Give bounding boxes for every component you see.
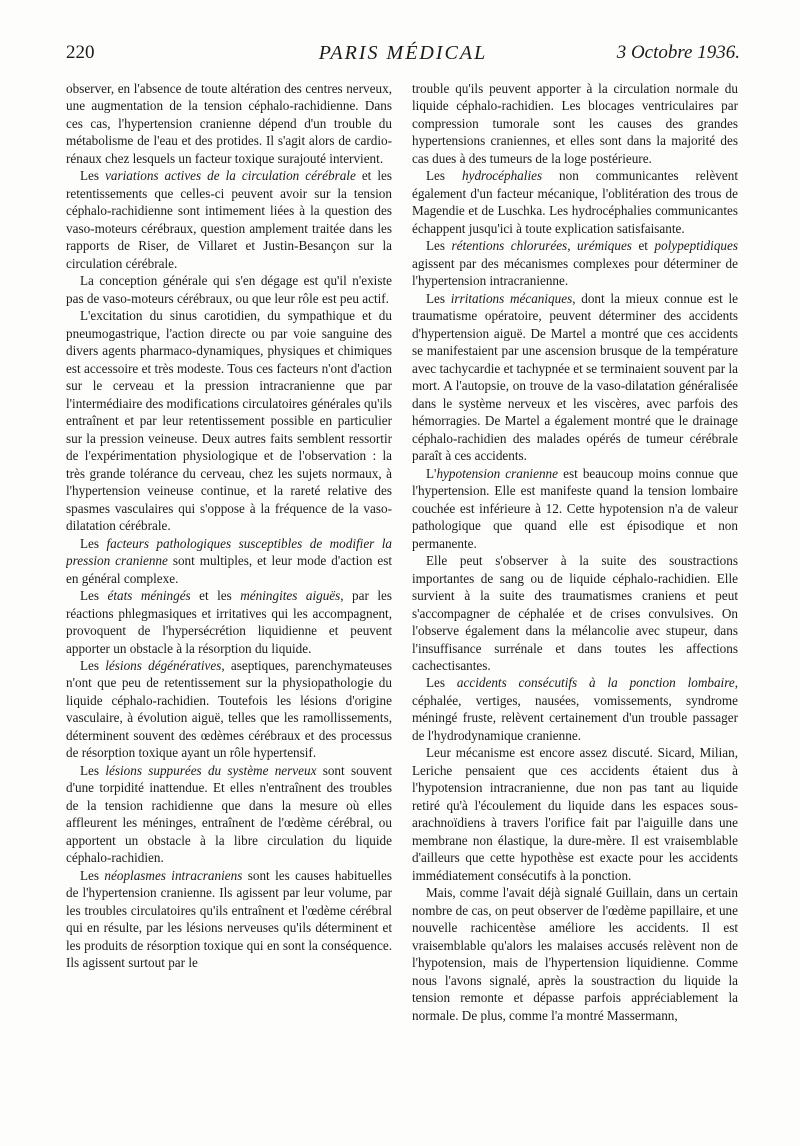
paragraph: L'hypotension cranienne est beaucoup moins connue que l'hypertension. Elle est manifeste quand la tension lombaire couchée est inférieure à 12. Cette hypotension n'a de valeur pathologique que quand elle est épisodique et non permanente. <box>412 465 738 551</box>
issue-date: 3 Octobre 1936. <box>616 42 740 63</box>
paragraph: Les hydrocéphalies non communicantes relèvent également d'un facteur mécanique, l'oblitération des trous de Magendie et de Luschka. Les hydrocéphalies communicantes échappent jusqu'ici à toute explication satisfaisante. <box>412 168 738 236</box>
paragraph: Les rétentions chlorurées, urémiques et polypeptidiques agissent par des mécanismes complexes pour déterminer de l'hypertension intracranienne. <box>412 238 738 289</box>
paragraph: Les variations actives de la circulation cérébrale et les retentissements que celles-ci peuvent avoir sur la tension céphalo-rachidienne sont intimement liées à la question des vaso-moteurs cérébraux, question amplement traitée dans les rapports de Riser, de Villaret et Justin-Besançon sur la circulation cérébrale. <box>66 168 392 271</box>
paragraph: Les irritations mécaniques, dont la mieux connue est le traumatisme opératoire, peuvent déterminer des accidents d'hypertension aiguë. De Martel a montré que ces accidents se manifestaient par une ascension brusque de la température avec tachycardie et tachypnée et se terminaient souvent par la mort. A l'autopsie, on trouve de la vaso-dilatation généralisée dans le système nerveux et les viscères, avec parfois des hémorragies. De Martel a également montré que le drainage céphalo-rachidien des malades opérés de tumeur cérébrale paraît à ces accidents. <box>412 290 738 464</box>
paragraph: La conception générale qui s'en dégage est qu'il n'existe pas de vaso-moteurs cérébraux, ou que leur rôle est peu actif. <box>66 273 392 306</box>
paragraph: Les lésions dégénératives, aseptiques, parenchymateuses n'ont que peu de retentissement sur la physiopathologie du liquide céphalo-rachidien. Toutefois les lésions d'origine vasculaire, à évolution aiguë, telles que les ramollissements, déterminent souvent des œdèmes cérébraux et des processus de résorption toxique ayant un rôle hypertensif. <box>66 657 392 761</box>
page-header <box>66 42 740 70</box>
left-column <box>66 80 392 1120</box>
journal-title: PARIS MÉDICAL <box>318 42 488 64</box>
paragraph: Mais, comme l'avait déjà signalé Guillain, dans un certain nombre de cas, on peut observer de l'œdème papillaire, et une nouvelle rachicentèse améliore les accidents. Il est vraisemblable qu'alors les malaises accusés relèvent non de l'hypotension, mais de l'hypertension liquidienne. Comme nous l'avons signalé, après la soustraction du liquide la tension remonte et dépasse parfois appréciablement la normale. De plus, comme l'a montré Massermann, <box>412 885 738 1023</box>
paragraph: Leur mécanisme est encore assez discuté. Sicard, Milian, Leriche pensaient que ces accidents étaient dus à l'hypotension intracranienne, due non pas tant au liquide retiré qu'à l'écoulement du liquide dans les espaces sous-arachnoïdiens à travers l'orifice fait par l'aiguille dans une membrane non élastique, la dure-mère. Il est vraisemblable d'ailleurs que cette hypothèse est exacte pour les accidents immédiatement consécutifs à la ponction. <box>412 745 738 883</box>
right-column <box>412 80 738 1120</box>
paragraph: Les lésions suppurées du système nerveux sont souvent d'une torpidité inattendue. Et elles n'entraînent des troubles de la tension rachidienne que dans la mesure où elles affleurent les méninges, entraînent de l'œdème cérébral, ou apportent un obstacle à la libre circulation du liquide céphalo-rachidien. <box>66 762 392 866</box>
paragraph: Les néoplasmes intracraniens sont les causes habituelles de l'hypertension cranienne. Ils agissent par leur volume, par les troubles circulatoires qu'ils entraînent et l'œdème cérébral qui en résulte, par les lésions nerveuses qu'ils déterminent et les produits de résorption toxique qui en sont la conséquence. Ils agissent surtout par le <box>66 867 392 971</box>
paragraph: L'excitation du sinus carotidien, du sympathique et du pneumogastrique, l'action directe ou par voie sanguine des divers agents pharmaco-dynamiques, physiques et chimiques est accessoire et très modeste. Tous ces facteurs n'ont d'action sur le cerveau et la pression intracranienne que par l'intermédiaire des modifications circulatoires générales qu'ils entraînent et par leur retentissement possible en particulier sur la pression veineuse. Deux autres faits semblent ressortir de l'expérimentation physiologique et de l'observation : la très grande tolérance du cerveau, chez les sujets normaux, à l'hypertension veineuse continue, et la rareté relative des spasmes vasculaires qui s'oppose à la fréquence de la vaso-dilatation cérébrale. <box>66 308 392 534</box>
paragraph: observer, en l'absence de toute altération des centres nerveux, une augmentation de la tension céphalo-rachidienne. Dans ces cas, l'hypertension cranienne dépend d'un trouble du métabolisme de l'eau et des protides. Il s'agit alors de cardio-rénaux chez lesquels un facteur toxique surajouté intervient. <box>66 81 392 166</box>
paragraph: Elle peut s'observer à la suite des soustractions importantes de sang ou de liquide céphalo-rachidien. Elle survient à la suite des traumatismes craniens et peut s'accompagner de céphalée et de crises convulsives. On l'observe également dans la mélancolie avec stupeur, dans l'insuffisance surrénale et dans toutes les affections cachectisantes. <box>412 553 738 673</box>
paragraph: trouble qu'ils peuvent apporter à la circulation normale du liquide céphalo-rachidien. Les blocages ventriculaires par compression tumorale sont les causes des grandes hypertensions craniennes, et elles sont dans la majorité des cas dues à des tumeurs de la loge postérieure. <box>412 81 738 166</box>
paragraph: Les accidents consécutifs à la ponction lombaire, céphalée, vertiges, nausées, vomissements, syndrome méningé fruste, relèvent certainement d'un trouble passager de l'hydrodynamique cranienne. <box>412 675 738 743</box>
page-number: 220 <box>66 42 95 63</box>
paragraph: Les états méningés et les méningites aiguës, par les réactions phlegmasiques et irritatives qui les accompagnent, provoquent de l'hypersécrétion liquidienne et peuvent apporter un obstacle à la résorption du liquide. <box>66 588 392 656</box>
paragraph: Les facteurs pathologiques susceptibles de modifier la pression cranienne sont multiples, et leur mode d'action est en général complexe. <box>66 535 392 586</box>
